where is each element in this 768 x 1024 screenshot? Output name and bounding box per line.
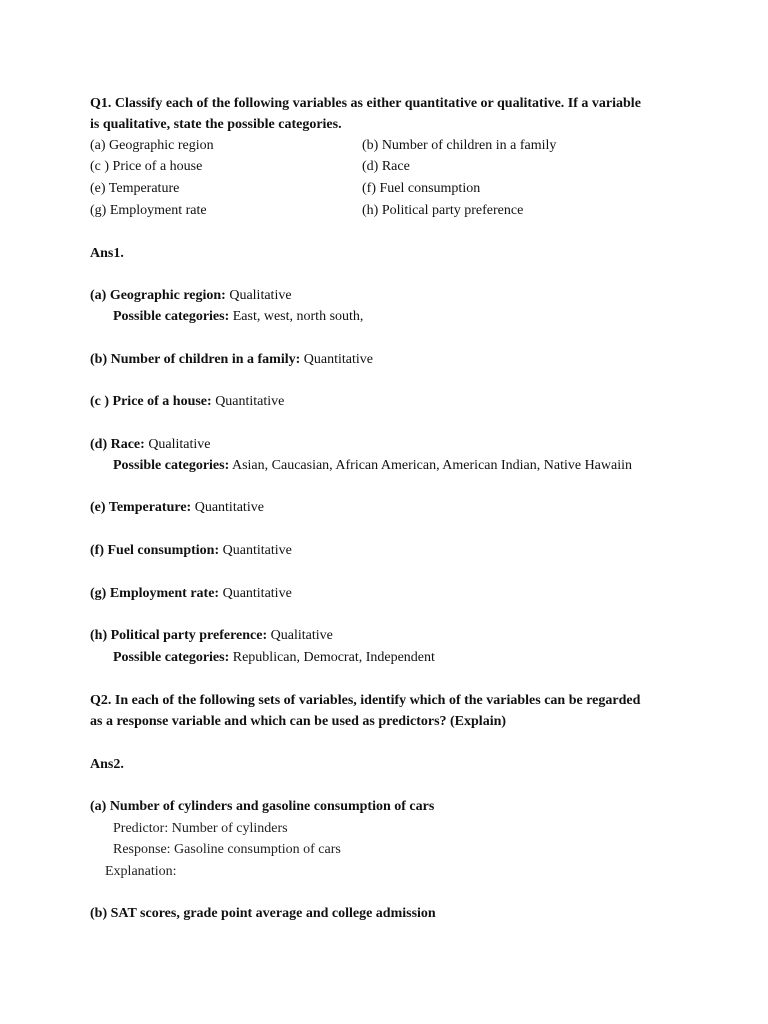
ans1-item-d-label: (d) Race: (90, 437, 145, 452)
ans1-item-e-value: Quantitative (191, 500, 264, 515)
ans1-item-g-value: Quantitative (219, 586, 292, 601)
ans2-a-predictor: Predictor: Number of cylinders (113, 821, 288, 836)
ans1-item-d-categories (113, 456, 632, 476)
ans1-item-e-label: (e) Temperature: (90, 500, 192, 515)
ans1-item-d-value: Qualitative (144, 437, 211, 452)
q1-option-a: (a) Geographic region (90, 138, 214, 153)
q1-option-d: (d) Race (362, 159, 410, 174)
ans2-b-title: (b) SAT scores, grade point average and college admission (90, 906, 436, 921)
ans1-item-f-label: (f) Fuel consumption: (90, 543, 220, 558)
q1-question-line2: is qualitative, state the possible categories. (90, 117, 342, 132)
ans1-item-g (90, 584, 292, 604)
ans1-item-h-value: Qualitative (267, 628, 333, 643)
ans1-item-c (90, 392, 284, 412)
ans1-item-h-label: (h) Political party preference: (90, 628, 268, 643)
ans1-item-h (90, 626, 333, 646)
ans1-item-c-label: (c ) Price of a house: (90, 394, 212, 409)
ans2-heading: Ans2. (90, 757, 124, 772)
ans1-item-b (90, 350, 373, 370)
categories-value: Asian, Caucasian, African American, American Indian, Native Hawaiin (229, 458, 633, 473)
ans2-a-explanation: Explanation: (105, 864, 177, 879)
q1-option-b: (b) Number of children in a family (362, 138, 557, 153)
ans1-item-a-label: (a) Geographic region: (90, 288, 226, 303)
ans1-item-c-value: Quantitative (211, 394, 285, 409)
ans1-item-a-value: Qualitative (225, 288, 292, 303)
categories-label: Possible categories: (113, 650, 230, 665)
categories-label: Possible categories: (113, 458, 230, 473)
ans1-item-f-value: Quantitative (219, 543, 292, 558)
q1-option-f: (f) Fuel consumption (362, 181, 481, 196)
ans2-a-response: Response: Gasoline consumption of cars (113, 842, 341, 857)
ans1-item-f (90, 541, 292, 561)
q1-option-c: (c ) Price of a house (90, 159, 203, 174)
ans1-heading: Ans1. (90, 246, 124, 261)
ans1-item-b-label: (b) Number of children in a family: (90, 352, 301, 367)
ans1-item-d (90, 435, 211, 455)
ans2-a-title: (a) Number of cylinders and gasoline consumption of cars (90, 799, 435, 814)
ans1-item-a (90, 286, 292, 306)
q2-question-line1: Q2. In each of the following sets of variables, identify which of the variables can be regarded (90, 693, 641, 708)
ans1-item-a-categories (113, 307, 363, 327)
categories-value: Republican, Democrat, Independent (229, 650, 435, 665)
categories-value: East, west, north south, (229, 309, 364, 324)
q1-option-e: (e) Temperature (90, 181, 180, 196)
ans1-item-g-label: (g) Employment rate: (90, 586, 220, 601)
categories-label: Possible categories: (113, 309, 230, 324)
ans1-item-b-value: Quantitative (300, 352, 373, 367)
q1-option-g: (g) Employment rate (90, 203, 207, 218)
q2-question-line2: as a response variable and which can be used as predictors? (Explain) (90, 714, 507, 729)
ans1-item-h-categories (113, 648, 435, 668)
q1-option-h: (h) Political party preference (362, 203, 524, 218)
q1-question-line1: Q1. Classify each of the following variables as either quantitative or qualitative. If a variable (90, 96, 641, 111)
ans1-item-e (90, 498, 264, 518)
